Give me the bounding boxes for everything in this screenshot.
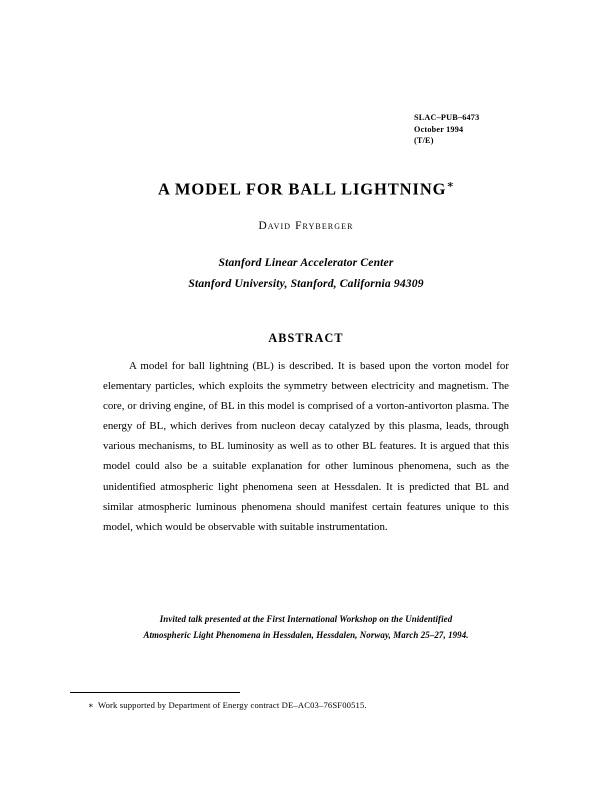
affiliation-block: [0, 252, 612, 294]
report-identifier-block: [414, 112, 479, 147]
presentation-note: [96, 611, 516, 644]
footnote-separator-rule: [70, 692, 240, 693]
presentation-note-line-2: Atmospheric Light Phenomena in Hessdalen, Hessdalen, Norway, March 25–27, 1994.: [143, 630, 469, 641]
author-name: David Fryberger: [258, 220, 354, 232]
abstract-paragraph: A model for ball lightning (BL) is described. It is based upon the vorton model for elementary particles, which exploits the symmetry between electricity and magnetism. The core, or driving engine, of BL in this model is comprised of a vorton-antivorton plasma. The energy of BL, which derives from nucleon decay catalyzed by this plasma, leads, through various mechanisms, to BL luminosity as well as to other BL features. It is argued that this model could also be a suitable explanation for other luminous phenomena, such as the unidentified atmospheric light phenomena seen at Hessdalen. It is predicted that BL and similar atmospheric luminous phenomena should manifest certain features unique to this model, which would be observable with suitable instrumentation.: [103, 360, 509, 533]
abstract-body: [103, 356, 509, 537]
page-title-text: A MODEL FOR BALL LIGHTNING: [158, 179, 447, 199]
affiliation-line-2: Stanford University, Stanford, California 94309: [188, 277, 424, 290]
report-number: SLAC–PUB–6473: [414, 113, 480, 122]
footnote-marker: ∗: [88, 700, 94, 710]
report-date: October 1994: [414, 124, 464, 134]
page-title: [0, 178, 612, 200]
affiliation-line-1: Stanford Linear Accelerator Center: [218, 256, 394, 269]
abstract-heading: ABSTRACT: [268, 331, 344, 345]
footnote-text: Work supported by Department of Energy contract DE–AC03–76SF00515.: [98, 700, 367, 710]
report-category: (T/E): [414, 136, 434, 146]
title-footnote-marker: ∗: [446, 179, 454, 191]
footnote: [88, 700, 367, 711]
presentation-note-line-1: Invited talk presented at the First International Workshop on the Unidentified: [159, 614, 453, 624]
